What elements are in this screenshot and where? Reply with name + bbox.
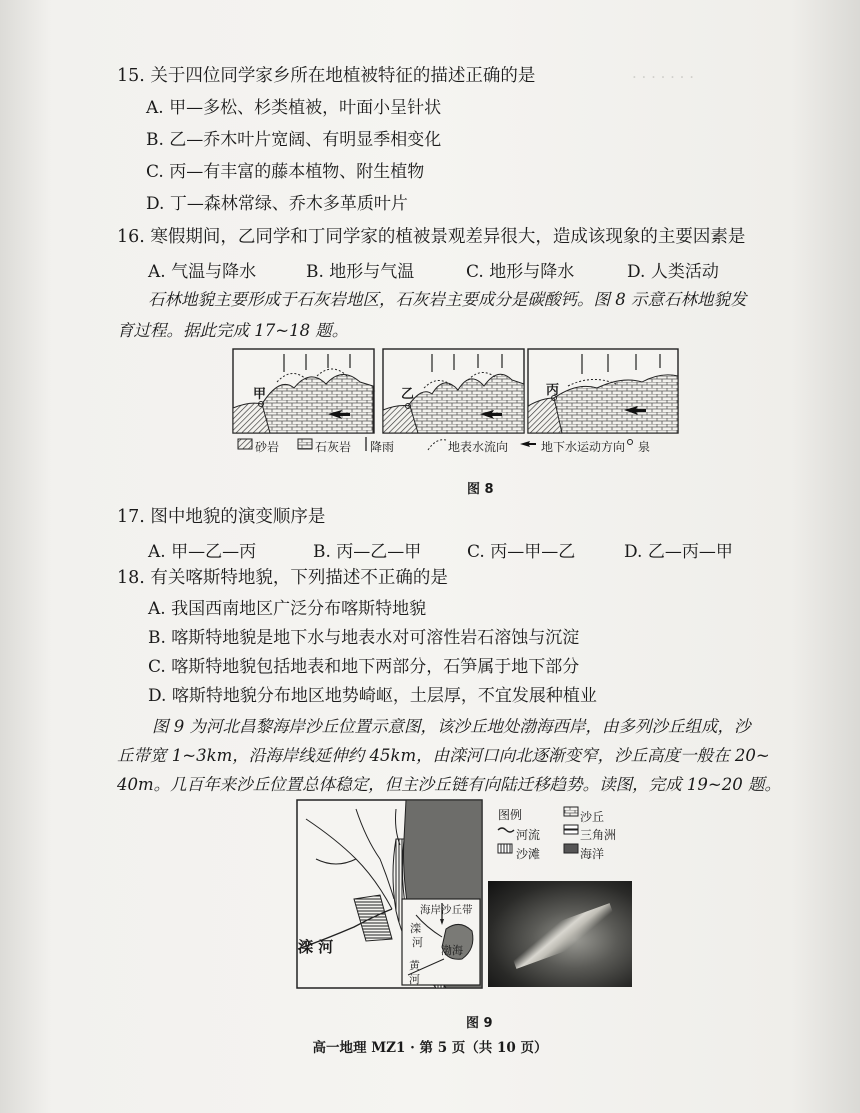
bleed-through-text: · · · · · · · — [632, 68, 694, 86]
passage-19-20-line-2: 丘带宽 1~3km，沿海岸线延伸约 45km，由滦河口向北逐渐变窄，沙丘高度一般在 20~ — [117, 746, 770, 765]
figure-9-legend-beach: 沙滩 — [516, 847, 541, 861]
question-16-option-c[interactable]: C. 地形与降水 — [466, 262, 575, 282]
figure-9-inset-luan: 滦 — [410, 922, 421, 935]
question-15-option-a[interactable]: A. 甲—多松、杉类植被，叶面小呈针状 — [146, 98, 442, 118]
figure-9-legend-sea: 海洋 — [580, 847, 605, 861]
figure-8-label-jia: 甲 — [253, 387, 267, 402]
question-17-option-b[interactable]: B. 丙—乙—甲 — [313, 542, 422, 562]
question-17-option-a[interactable]: A. 甲—乙—丙 — [148, 542, 257, 562]
figure-8-legend-spring: 泉 — [638, 440, 651, 454]
question-16-option-d[interactable]: D. 人类活动 — [627, 262, 719, 282]
question-16-option-a[interactable]: A. 气温与降水 — [148, 262, 257, 282]
question-18-option-b[interactable]: B. 喀斯特地貌是地下水与地表水对可溶性岩石溶蚀与沉淀 — [148, 628, 580, 648]
page-footer: 高一地理 MZ1 · 第 5 页（共 10 页） — [312, 1040, 548, 1056]
question-16-stem: 16. 寒假期间，乙同学和丁同学家的植被景观差异很大，造成该现象的主要因素是 — [117, 227, 746, 247]
question-16-option-b[interactable]: B. 地形与气温 — [306, 262, 415, 282]
question-15-option-c[interactable]: C. 丙—有丰富的藤本植物、附生植物 — [146, 162, 425, 182]
question-15-option-d[interactable]: D. 丁—森林常绿、乔木多革质叶片 — [146, 194, 408, 214]
passage-19-20-line-3: 40m。几百年来沙丘位置总体稳定，但主沙丘链有向陆迁移趋势。读图，完成 19~20 题。 — [117, 775, 781, 794]
figure-8-label-bing: 丙 — [546, 383, 560, 398]
question-18-stem: 18. 有关喀斯特地貌，下列描述不正确的是 — [117, 568, 448, 588]
figure-9-inset-bohai: 渤海 — [441, 944, 463, 957]
passage-19-20-line-1: 图 9 为河北昌黎海岸沙丘位置示意图，该沙丘地处渤海西岸，由多列沙丘组成，沙 — [152, 717, 751, 736]
figure-8-legend-sandstone: 砂岩 — [255, 440, 280, 454]
question-18-option-c[interactable]: C. 喀斯特地貌包括地表和地下两部分，石笋属于地下部分 — [148, 657, 580, 677]
figure-9-map — [296, 799, 483, 989]
figure-9-legend-title: 图例 — [498, 808, 523, 822]
question-15-stem: 15. 关于四位同学家乡所在地植被特征的描述正确的是 — [117, 66, 536, 86]
figure-8-legend-groundwater: 地下水运动方向 — [541, 440, 626, 454]
figure-9-legend-dune: 沙丘 — [580, 810, 605, 824]
figure-8-legend-rain: 降雨 — [370, 440, 395, 454]
passage-17-18-line-1: 石林地貌主要形成于石灰岩地区，石灰岩主要成分是碳酸钙。图 8 示意石林地貌发 — [148, 290, 747, 309]
figure-8-caption: 图 8 — [467, 482, 494, 497]
figure-8-legend-limestone: 石灰岩 — [315, 440, 352, 454]
figure-9-inset-he-2: 河 — [409, 973, 420, 986]
figure-9-caption: 图 9 — [466, 1016, 493, 1031]
question-18-option-d[interactable]: D. 喀斯特地貌分布地区地势崎岖，土层厚，不宜发展种植业 — [148, 686, 597, 706]
question-17-options — [148, 537, 768, 562]
figure-8-legend-surface-flow: 地表水流向 — [448, 440, 509, 454]
figure-9-river-label: 滦 河 — [298, 938, 334, 956]
figure-9-inset-dune-belt: 海岸沙丘带 — [420, 904, 473, 916]
figure-9-legend-river: 河流 — [516, 828, 541, 842]
question-17-option-d[interactable]: D. 乙—丙—甲 — [624, 542, 733, 562]
figure-9-aerial-photo — [488, 881, 632, 987]
question-16-options — [148, 257, 748, 282]
figure-8-label-yi: 乙 — [401, 387, 415, 402]
figure-9-inset-he-1: 河 — [412, 936, 423, 949]
question-18-option-a[interactable]: A. 我国西南地区广泛分布喀斯特地貌 — [148, 599, 427, 619]
figure-9-inset-huang: 黄 — [409, 959, 420, 972]
question-15-option-b[interactable]: B. 乙—乔木叶片宽阔、有明显季相变化 — [146, 130, 442, 150]
question-17-stem: 17. 图中地貌的演变顺序是 — [117, 507, 326, 527]
figure-9-legend-delta: 三角洲 — [580, 828, 617, 842]
passage-17-18-line-2: 育过程。据此完成 17~18 题。 — [117, 321, 349, 340]
question-17-option-c[interactable]: C. 丙—甲—乙 — [467, 542, 576, 562]
